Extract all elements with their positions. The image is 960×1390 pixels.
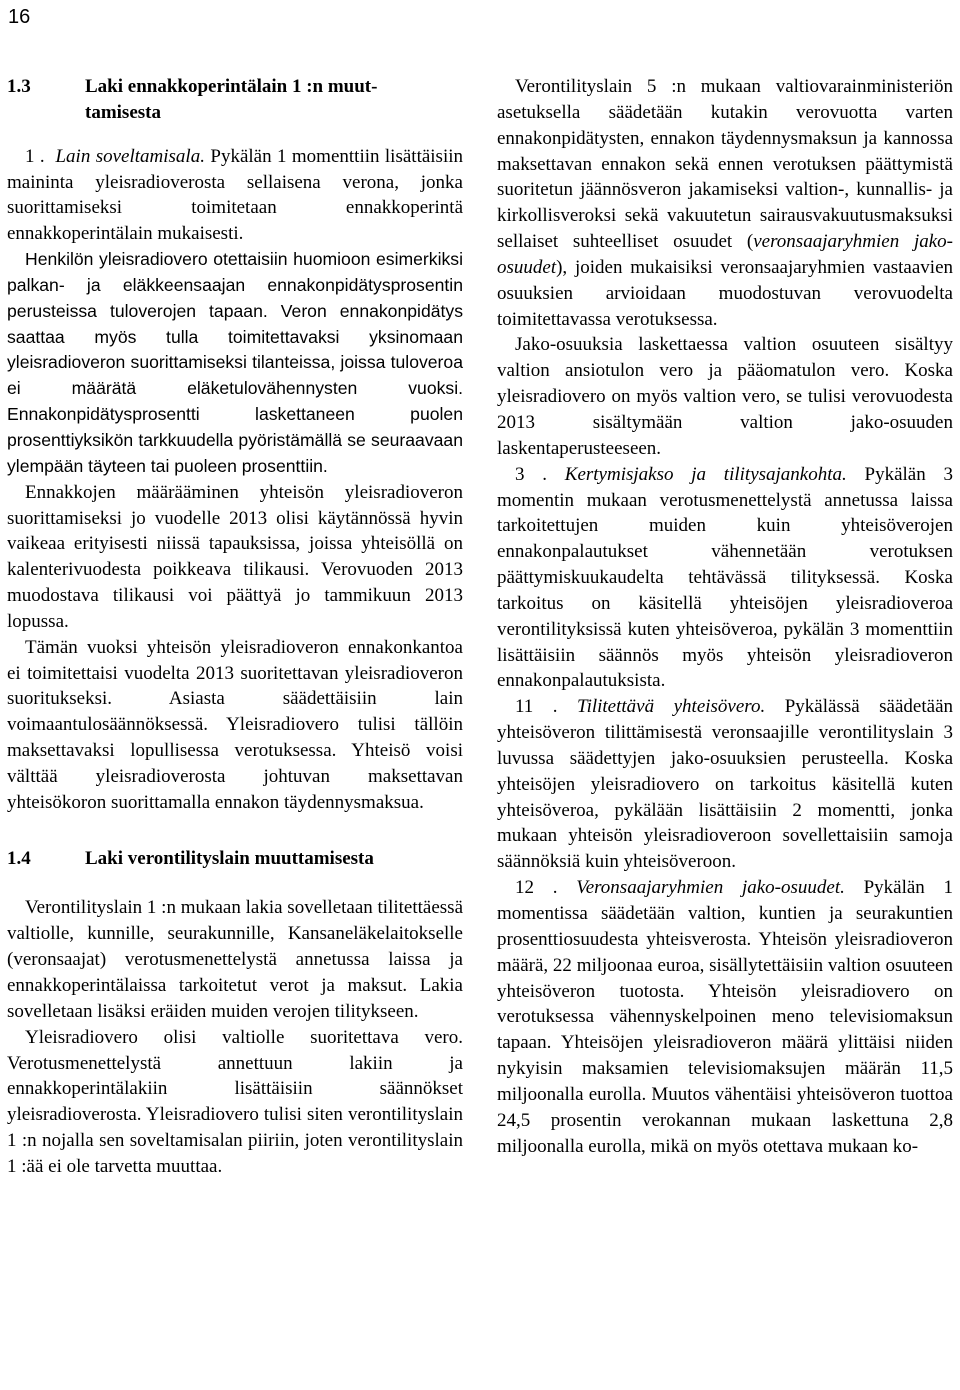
section-title: Laki verontilityslain muuttamisesta [85,847,374,869]
right-column [497,74,953,1159]
paragraph-henkilon [7,247,463,480]
section-title: Laki ennakkoperintälain 1 :n muut- tamisesta [85,76,378,123]
paragraph-yleisradiovero-olisi: Yleisradiovero olisi valtiolle suoritettava vero. Verotusmenettelystä annettuun lakiin ja ennakkoperintälakiin lisättäisiin säännökset yleisradioverosta. Yleisradiovero tulisi siten verontilityslain 1 :n nojalla sen soveltamisalan piiriin, joten verontilityslain 1 :ää ei ole tarvetta muuttaa. [7,1026,463,1177]
section-heading-1-4 [7,846,463,872]
paragraph-text: Pykälän 1 momenttiin lisättäisiin maininta yleisradioverosta sellaisena verona, jonka suorittamiseksi toimitetaan ennakkoperintä ennakkoperintälain mukaisesti. [7,145,464,245]
paragraph-taman: Tämän vuoksi yhteisön yleisradioveron ennakonkantoa ei toimitettaisi vuodelta 2013 suoritettavan yleisradioveron suoritukseksi. Asiasta säädettäisiin lain voimaantulosäännöksessä. Yleisradiovero tulisi tällöin maksettavaksi lopullisessa verotuksessa. Yhteisö voisi välttää yleisradioverosta johtuvan maksettavan yhteisökoron suorittamalla ennakon täydennysmaksua. [7,636,463,813]
paragraph-ennakkojen: Ennakkojen määrääminen yhteisön yleisradioveron suorittamiseksi jo vuodelle 2013 olisi käytännössä hyvin vaikeaa erityisesti niissä tapauksissa, joissa yhteisöllä on kalenterivuodesta poikkeava tilikausi. Verovuoden 2013 muodostava tilikausi voi päättyä jo tammikuun 2013 lopussa. [7,481,463,632]
paragraph-number: 12 . [515,877,558,899]
section-number: 1.3 [7,76,31,97]
paragraph-heading: Tilitettävä yhteisövero. [577,696,766,718]
paragraph-verontilityslain-1: Verontilityslain 1 :n mukaan lakia sovelletaan tilitettäessä valtiolle, kunnille, seurakunnille, Kansaneläkelaitokselle (veronsaajat) verotusmenettelystä annetussa laissa ja ennakkoperintälaissa tarkoitetut verot ja maksut. Lakia sovelletaan lisäksi eräiden muiden verojen tilitykseen. [7,897,463,1022]
paragraph-heading: Lain soveltamisala. [55,145,205,167]
paragraph-text: Pykälän 1 momentissa säädetään valtion, kuntien ja seurakuntien prosenttiosuudesta yhteisverosta. Yhteisön yleisradioveron määrä, 22 miljoonaa euroa, sisällytettäisiin valtion osuuteen yhteisöveron tuotosta. Yhteisön yleisradiovero on verotuksessa vähennyskelpoinen meno televisiomaksun tapaan. Yhteisöjen yleisradioveron määrä ylittäisi niiden nykyisin maksamien televisiomaksujen määrän 11,5 miljoonalla eurolla. Muutos vähentäisi yhteisöveron tuottoa 24,5 prosentin verokannan mukaan laskettuna 2,8 miljoonalla eurolla, mikä on myös otettava mukaan ko- [497,877,954,1157]
paragraph-text: Pykälässä säädetään yhteisöveron tilittämisestä veronsaajille verontilityslain 3 luvussa säädettyjen jako-osuuksien perusteella. Koska yhteisöjen yleisradiovero on tarkoitus käsitellä kuten yhteisöveroa, pykälään lisättäisiin 2 momentti, jonka mukaan yhteisön yleisradioveroon sovellettaisiin samoja säännöksiä kuin yhteisöveroon. [497,696,954,873]
paragraph-verontilityslain-5 [497,74,953,332]
paragraph-text: Verontilityslain 5 :n mukaan valtiovarainministeriön asetuksella säädetään kutakin verovuotta varten ennakonpidätysten, ennakon täydennysmaksun ja kannossa maksettavan ennakon sekä ennen verotuksen päättymistä suoritetun jäännösveron jakamiseksi valtion-, kunnallis- ja kirkollisveroksi sekä vakuutetun sairausvakuutusmaksuksi sellaiset suhteelliset osuudet ( [497,76,953,253]
section-heading-1-3 [7,74,463,126]
defined-term: veronsaajaryhmien jako-osuudet [497,231,953,278]
paragraph-section-11 [497,694,953,875]
paragraph-text: Henkilön yleisradiovero otettaisiin huomioon esimerkiksi palkan- ja eläkkeensaajan ennakonpidätysprosentin perusteissa tuloverojen tapaan. [7,249,463,321]
paragraph-number: 3 . [515,463,548,485]
paragraph-text: Pykälän 3 momentin mukaan verotusmenettelystä annetussa laissa tarkoitettujen muiden kuin yhteisöverojen ennakonpalautukset vähennetään verotuksen päättymiskuukaudelta tehtävässä tilityksessä. Koska tarkoitus on käsitellä yhteisöjen yleisradioveroa verontilityksissä kuten yhteisöveroa, pykälän 3 momenttiin lisättäisiin säännös myös yhteisön yleisradioveron ennakonpalautuksista. [497,463,954,692]
paragraph-text: Ennakonpidätysprosentti laskettaneen puolen prosenttiyksikön tarkkuudella pyöristämällä se seuraavaan ylempään täyteen tai puoleen prosenttiin. [7,404,463,476]
paragraph-heading: Kertymisjakso ja tilitysajankohta. [564,463,847,485]
left-column [7,74,463,1180]
paragraph-section-12 [497,875,953,1159]
paragraph-section-3 [497,462,953,695]
paragraph-jako: Jako-osuuksia laskettaessa valtion osuuteen sisältyy valtion ansiotulon vero ja pääomatulon vero. Koska yleisradiovero on myös valtion vero, se tulisi verovuodesta 2013 sisältymään valtion jako-osuuden laskentaperusteeseen. [497,334,953,459]
paragraph-section-1 [7,144,463,247]
paragraph-text: ), joiden mukaisiksi veronsaajaryhmien vastaavien osuuksien arvioidaan muodostuvan verovuodelta toimitettavassa verotuksessa. [497,256,953,330]
paragraph-heading: Veronsaajaryhmien jako-osuudet. [576,877,845,899]
paragraph-number: 1 . [25,145,45,167]
paragraph-text: Veron ennakonpidätys saattaa myös tulla toimitettavaksi yksinomaan yleisradioveron suorittamiseksi tilanteissa, joissa tuloveroa ei määrätä eläketulovähennysten vuoksi. [7,300,463,399]
section-number: 1.4 [7,847,31,869]
paragraph-number: 11 . [515,696,558,718]
page-number: 16 [8,6,31,28]
